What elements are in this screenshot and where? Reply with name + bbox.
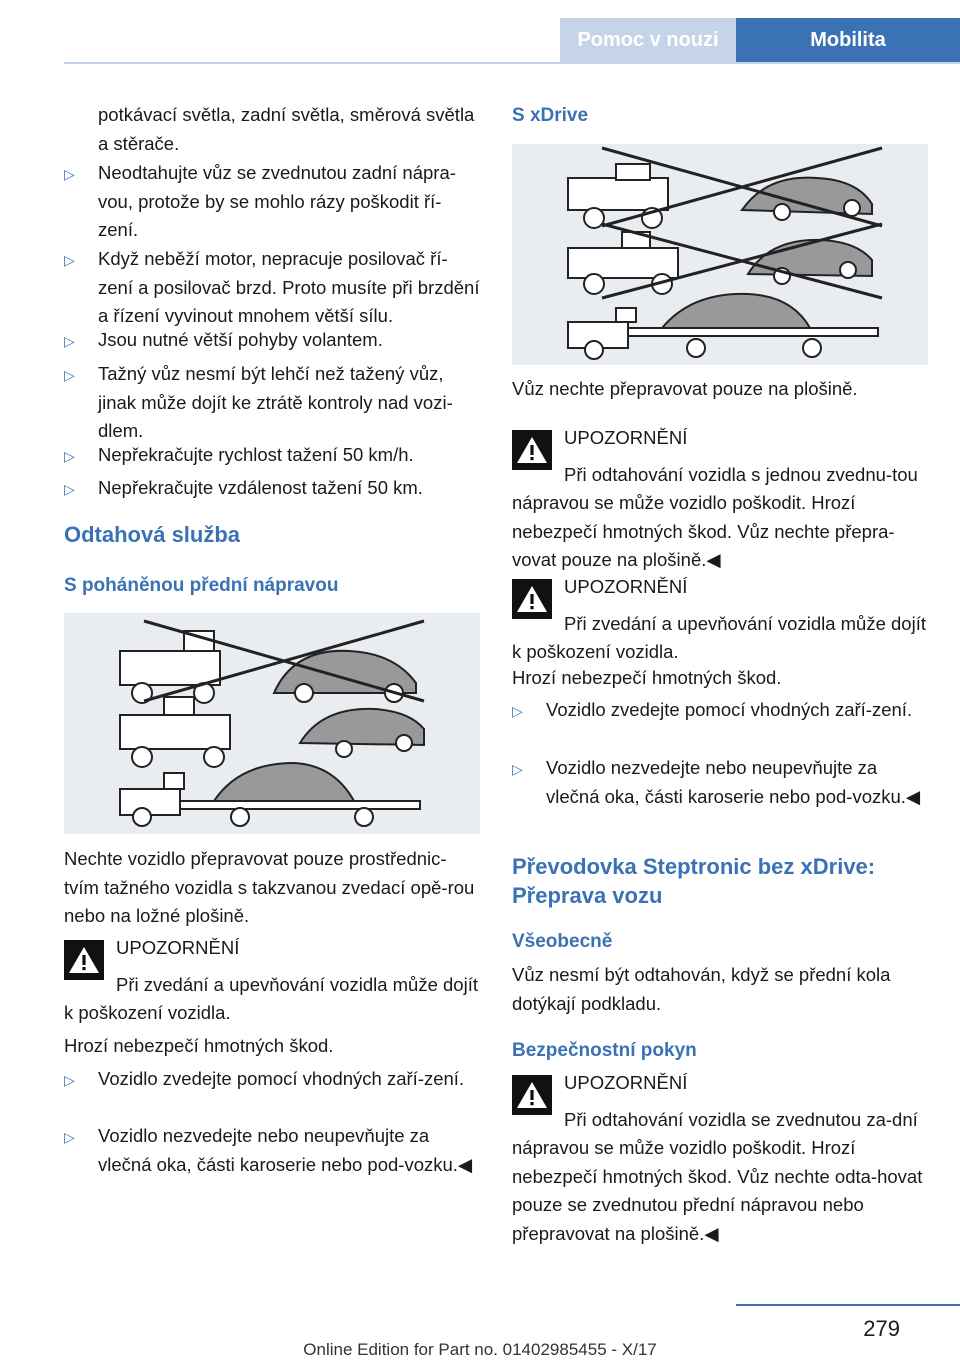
edition-footer: Online Edition for Part no. 01402985455 - X/17 [303, 1340, 657, 1359]
warning-label: UPOZORNĚNÍ [564, 576, 688, 597]
figure-caption: Vůz nechte přepravovat pouze na plošině. [512, 378, 858, 399]
general-text: Vůz nesmí být odtahován, když se přední kola dotýkají podkladu. [512, 964, 891, 1014]
warning-text: Při odtahování vozidla s jednou zvednu‐tou nápravou se může vozidlo poškodit. Hrozí nebezpečí hmotných škod. Vůz nechte přepra‐vovat pouze na plošině.◀ [512, 463, 918, 570]
warning-text: Při odtahování vozidla se zvednutou za‐dní nápravou se může vozidlo poškodit. Hrozí nebezpečí hmotných škod. Vůz nechte odta‐hovat pouze se zvednutou přední nápravou nebo přepravovat na plošině.◀ [512, 1108, 923, 1244]
bullet-triangle-icon: ▷ [64, 333, 75, 349]
section-heading: Převodovka Steptronic bez xDrive: Přeprava vozu [512, 854, 876, 908]
warning-label: UPOZORNĚNÍ [564, 427, 688, 448]
subheading: Všeobecně [512, 931, 613, 952]
header-rule [64, 62, 960, 64]
list-item: ▷ Jsou nutné větší pohyby volantem. [64, 326, 480, 356]
xdrive-illustration [512, 144, 928, 365]
bullet-triangle-icon: ▷ [64, 252, 75, 268]
chapter-tab[interactable]: Mobilita [736, 18, 960, 62]
continued-text: potkávací světla, zadní světla, směrová světla a stěrače. [98, 104, 475, 154]
bullet-triangle-icon: ▷ [512, 703, 523, 719]
bullet-triangle-icon: ▷ [64, 1072, 75, 1088]
list-item: ▷ Tažný vůz nesmí být lehčí než tažený vůz, jinak může dojít ke ztrátě kontroly nad vozi‐dlem. [64, 360, 480, 446]
towing-illustration [64, 613, 480, 834]
list-item: ▷ Když neběží motor, nepracuje posilovač ří‐zení a posilovač brzd. Proto musíte při brzdění a řízení vyvinout mnohem větší sílu. [64, 245, 480, 331]
subheading: Bezpečnostní pokyn [512, 1040, 697, 1061]
list-item: ▷ Nepřekračujte vzdálenost tažení 50 km. [64, 474, 480, 504]
page-header [0, 0, 960, 62]
risk-text: Hrozí nebezpečí hmotných škod. [512, 667, 782, 688]
footer-rule [736, 1304, 960, 1306]
bullet-triangle-icon: ▷ [64, 448, 75, 464]
list-item: ▷ Vozidlo nezvedejte nebo neupevňujte za vlečná oka, části karoserie nebo pod‐vozku.◀ [512, 754, 930, 811]
list-item: ▷ Vozidlo zvedejte pomocí vhodných zaří‐zení. [512, 696, 930, 726]
list-item: ▷ Vozidlo nezvedejte nebo neupevňujte za vlečná oka, části karoserie nebo pod‐vozku.◀ [64, 1122, 480, 1179]
section-heading: Odtahová služba [64, 522, 241, 547]
bullet-triangle-icon: ▷ [64, 166, 75, 182]
warning-label: UPOZORNĚNÍ [116, 937, 240, 958]
section-tab[interactable]: Pomoc v nouzi [560, 18, 736, 62]
bullet-triangle-icon: ▷ [64, 1129, 75, 1145]
warning-box [512, 1069, 930, 1248]
bullet-triangle-icon: ▷ [64, 481, 75, 497]
warning-box [64, 934, 480, 1028]
tow-trucks-image [64, 613, 480, 834]
flatbed-trucks-image [512, 144, 928, 365]
warning-text: Při zvedání a upevňování vozidla může dojít k poškození vozidla. [64, 973, 478, 1023]
warning-box [512, 424, 930, 575]
warning-icon [64, 940, 104, 980]
warning-text: Při zvedání a upevňování vozidla může dojít k poškození vozidla. [512, 612, 926, 662]
warning-label: UPOZORNĚNÍ [564, 1072, 688, 1093]
bullet-triangle-icon: ▷ [512, 761, 523, 777]
list-item: ▷ Neodtahujte vůz se zvednutou zadní nápra‐vou, protože by se mohlo rázy poškodit ří‐zení. [64, 159, 480, 245]
figure-caption: Nechte vozidlo přepravovat pouze prostřednic‐tvím tažného vozidla s takzvanou zvedací opě‐rou nebo na ložné plošině. [64, 848, 475, 926]
page-number: 279 [863, 1316, 900, 1341]
warning-box [512, 573, 930, 667]
risk-text: Hrozí nebezpečí hmotných škod. [64, 1035, 334, 1056]
list-item: ▷ Vozidlo zvedejte pomocí vhodných zaří‐zení. [64, 1065, 480, 1095]
warning-icon [512, 1075, 552, 1115]
list-item: ▷ Nepřekračujte rychlost tažení 50 km/h. [64, 441, 480, 471]
warning-icon [512, 579, 552, 619]
bullet-triangle-icon: ▷ [64, 367, 75, 383]
subheading: S poháněnou přední nápravou [64, 575, 339, 596]
subheading: S xDrive [512, 105, 589, 126]
warning-icon [512, 430, 552, 470]
